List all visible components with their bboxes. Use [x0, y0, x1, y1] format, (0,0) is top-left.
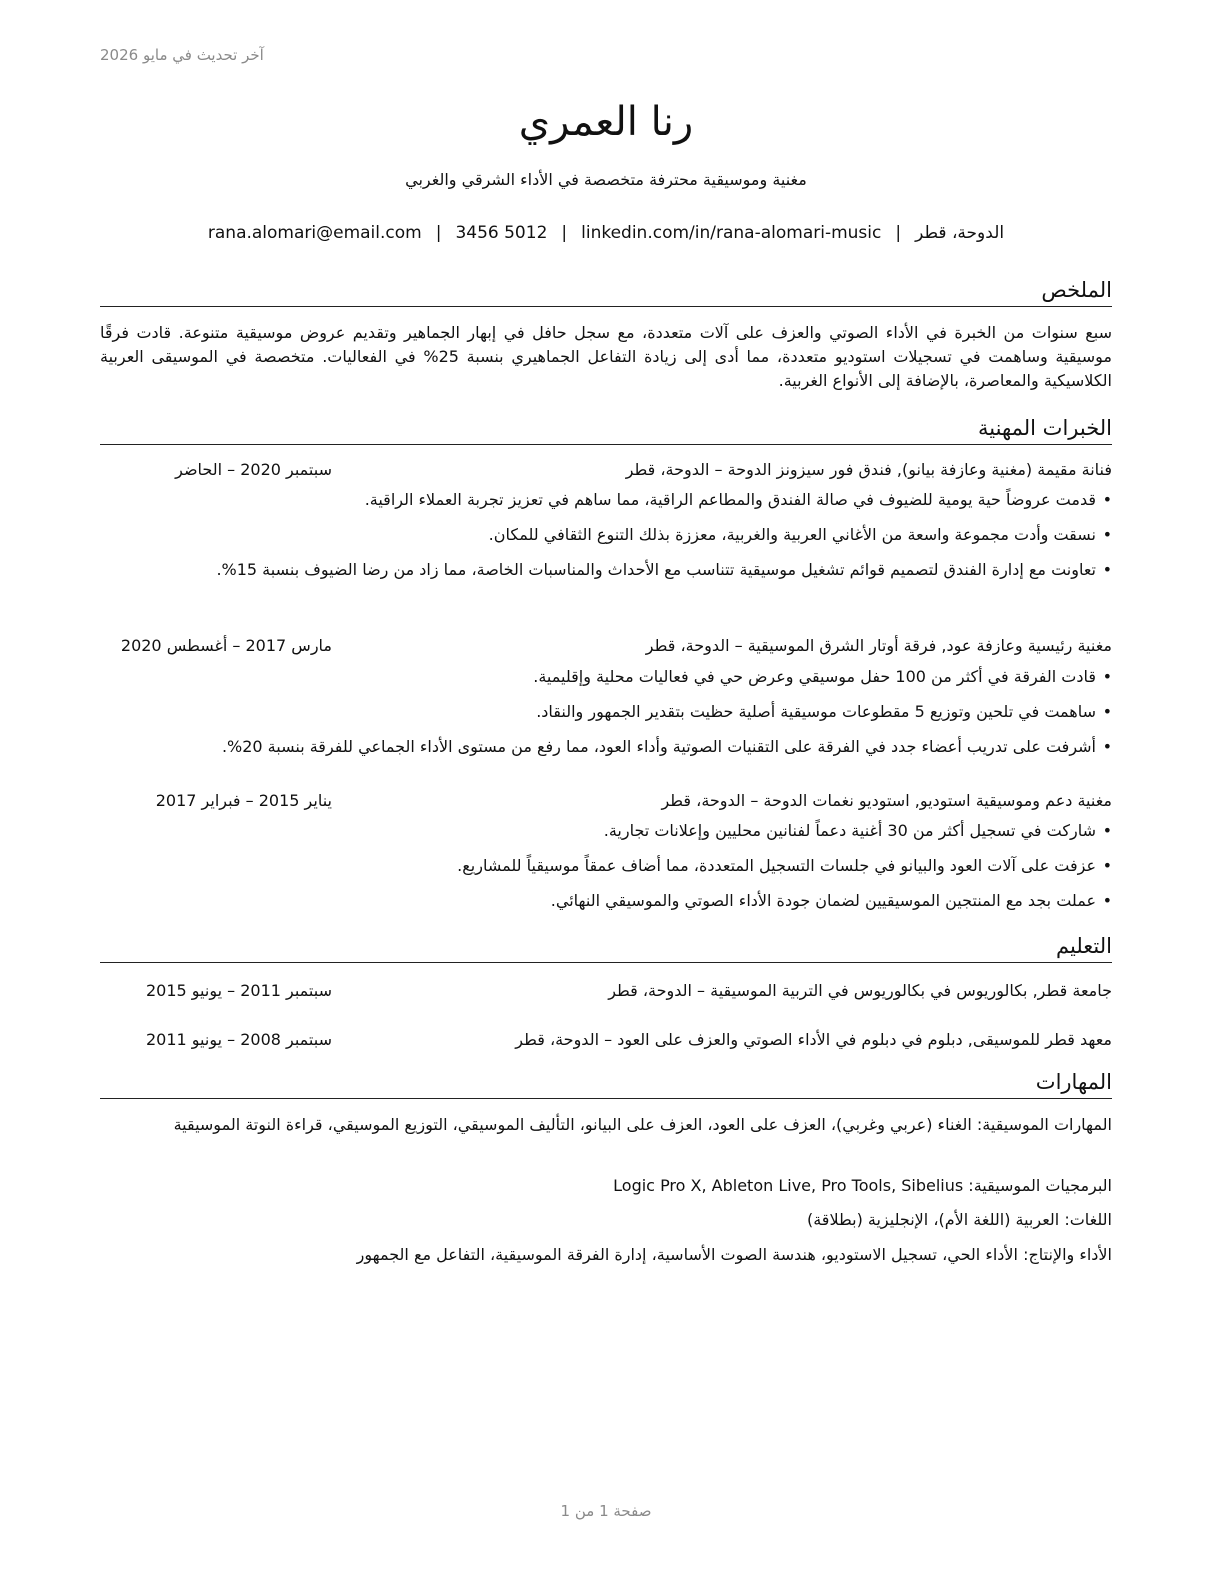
page-number: صفحة 1 من 1	[560, 1502, 652, 1520]
job-dates: سبتمبر 2020 – الحاضر	[175, 460, 332, 479]
education-entry	[100, 1028, 1112, 1052]
skills-heading: المهارات	[100, 1068, 1112, 1099]
summary-text: سبع سنوات من الخبرة في الأداء الصوتي والعزف على آلات متعددة، مع سجل حافل في إبهار الجماهير وتقديم عروض موسيقية متنوعة. قادت فرقًا موسيقية وساهمت في تسجيلات استوديو متعددة، مما أدى إلى زيادة التفاعل الجماهيري بنسبة 25% في الفعاليات. متخصصة في الموسيقى العربية الكلاسيكية والمعاصرة، بالإضافة إلى الأنواع الغربية.	[100, 323, 1113, 390]
bullet-icon: •	[1102, 891, 1112, 910]
skills-performance: الأداء والإنتاج: الأداء الحي، تسجيل الاستوديو، هندسة الصوت الأساسية، إدارة الفرقة الموسيقية، التفاعل مع الجمهور	[356, 1245, 1112, 1264]
list-item	[100, 489, 1112, 511]
bullet-text: شاركت في تسجيل أكثر من 30 أغنية دعماً لفنانين محليين وإعلانات تجارية.	[603, 821, 1096, 840]
job-dates: يناير 2015 – فبراير 2017	[155, 791, 332, 810]
education-dates: سبتمبر 2011 – يونيو 2015	[145, 981, 332, 1000]
list-item	[100, 701, 1112, 723]
bullet-icon: •	[1102, 525, 1112, 544]
contact-linkedin[interactable]: linkedin.com/in/rana-alomari-music	[581, 223, 882, 243]
education-title: معهد قطر للموسيقى, دبلوم في دبلوم في الأداء الصوتي والعزف على العود – الدوحة، قطر	[515, 1030, 1112, 1049]
job-dates: مارس 2017 – أغسطس 2020	[120, 636, 332, 655]
tagline: مغنية وموسيقية محترفة متخصصة في الأداء الشرقي والغربي	[405, 170, 807, 189]
bullet-text: قادت الفرقة في أكثر من 100 حفل موسيقي وعرض حي في فعاليات محلية وإقليمية.	[533, 667, 1096, 686]
list-item	[100, 890, 1112, 912]
experience-heading: الخبرات المهنية	[100, 414, 1112, 445]
candidate-name: رنا العمري	[518, 99, 694, 145]
contact-email[interactable]: rana.alomari@email.com	[207, 223, 422, 243]
bullet-text: تعاونت مع إدارة الفندق لتصميم قوائم تشغيل موسيقية تتناسب مع الأحداث والمناسبات الخاصة، مما زاد من رضا الضيوف بنسبة 15%.	[216, 560, 1096, 579]
bullet-icon: •	[1102, 821, 1112, 840]
skills-software: البرمجيات الموسيقية: Logic Pro X, Ableton Live, Pro Tools, Sibelius	[613, 1176, 1112, 1195]
contact-phone: 3456 5012	[455, 223, 548, 243]
education-heading: التعليم	[100, 932, 1112, 963]
skills-music: المهارات الموسيقية: الغناء (عربي وغربي)، العزف على العود، العزف على البيانو، التأليف الموسيقي، التوزيع الموسيقي، قراءة النوتة الموسيقية	[173, 1115, 1112, 1134]
bullet-icon: •	[1102, 490, 1112, 509]
contact-location: الدوحة، قطر	[915, 223, 1005, 243]
skills-languages: اللغات: العربية (اللغة الأم)، الإنجليزية (بطلاقة)	[806, 1210, 1112, 1229]
resume-page	[100, 0, 1112, 1584]
bullet-icon: •	[1102, 560, 1112, 579]
list-item	[100, 666, 1112, 688]
contact-separator: |	[895, 223, 902, 243]
job-bullets	[100, 666, 1112, 771]
job-bullets	[100, 489, 1112, 594]
contact-separator: |	[435, 223, 442, 243]
job-title: مغنية دعم وموسيقية استوديو, استوديو نغمات الدوحة – الدوحة، قطر	[661, 791, 1112, 810]
summary-heading: الملخص	[100, 276, 1112, 307]
bullet-text: عزفت على آلات العود والبيانو في جلسات التسجيل المتعددة، مما أضاف عمقاً موسيقياً للمشاريع.	[457, 856, 1096, 875]
list-item	[100, 820, 1112, 842]
job-header	[100, 789, 1112, 813]
bullet-text: أشرفت على تدريب أعضاء جدد في الفرقة على التقنيات الصوتية وأداء العود، مما رفع من مستوى الأداء الجماعي للفرقة بنسبة 20%.	[221, 737, 1096, 756]
list-item	[100, 855, 1112, 877]
bullet-text: ساهمت في تلحين وتوزيع 5 مقطوعات موسيقية أصلية حظيت بتقدير الجمهور والنقاد.	[536, 702, 1096, 721]
education-entry	[100, 979, 1112, 1003]
job-header	[100, 634, 1112, 658]
bullet-text: قدمت عروضاً حية يومية للضيوف في صالة الفندق والمطاعم الراقية، مما ساهم في تعزيز تجربة العملاء الراقية.	[364, 490, 1096, 509]
education-dates: سبتمبر 2008 – يونيو 2011	[145, 1030, 332, 1049]
list-item	[100, 524, 1112, 546]
job-title: مغنية رئيسية وعازفة عود, فرقة أوتار الشرق الموسيقية – الدوحة، قطر	[645, 636, 1112, 655]
list-item	[100, 736, 1112, 758]
bullet-text: عملت بجد مع المنتجين الموسيقيين لضمان جودة الأداء الصوتي والموسيقي النهائي.	[550, 891, 1096, 910]
list-item	[100, 559, 1112, 581]
bullet-text: نسقت وأدت مجموعة واسعة من الأغاني العربية والغربية، معززة بذلك التنوع الثقافي للمكان.	[488, 525, 1096, 544]
bullet-icon: •	[1102, 856, 1112, 875]
contact-separator: |	[561, 223, 568, 243]
job-header	[100, 458, 1112, 482]
bullet-icon: •	[1102, 737, 1112, 756]
job-title: فنانة مقيمة (مغنية وعازفة بيانو), فندق فور سيزونز الدوحة – الدوحة، قطر	[625, 460, 1112, 479]
bullet-icon: •	[1102, 702, 1112, 721]
contact-line	[100, 223, 1112, 243]
bullet-icon: •	[1102, 667, 1112, 686]
job-bullets	[100, 820, 1112, 925]
education-title: جامعة قطر, بكالوريوس في بكالوريوس في التربية الموسيقية – الدوحة، قطر	[608, 981, 1112, 1000]
last-updated-note: آخر تحديث في مايو 2026	[100, 46, 264, 64]
